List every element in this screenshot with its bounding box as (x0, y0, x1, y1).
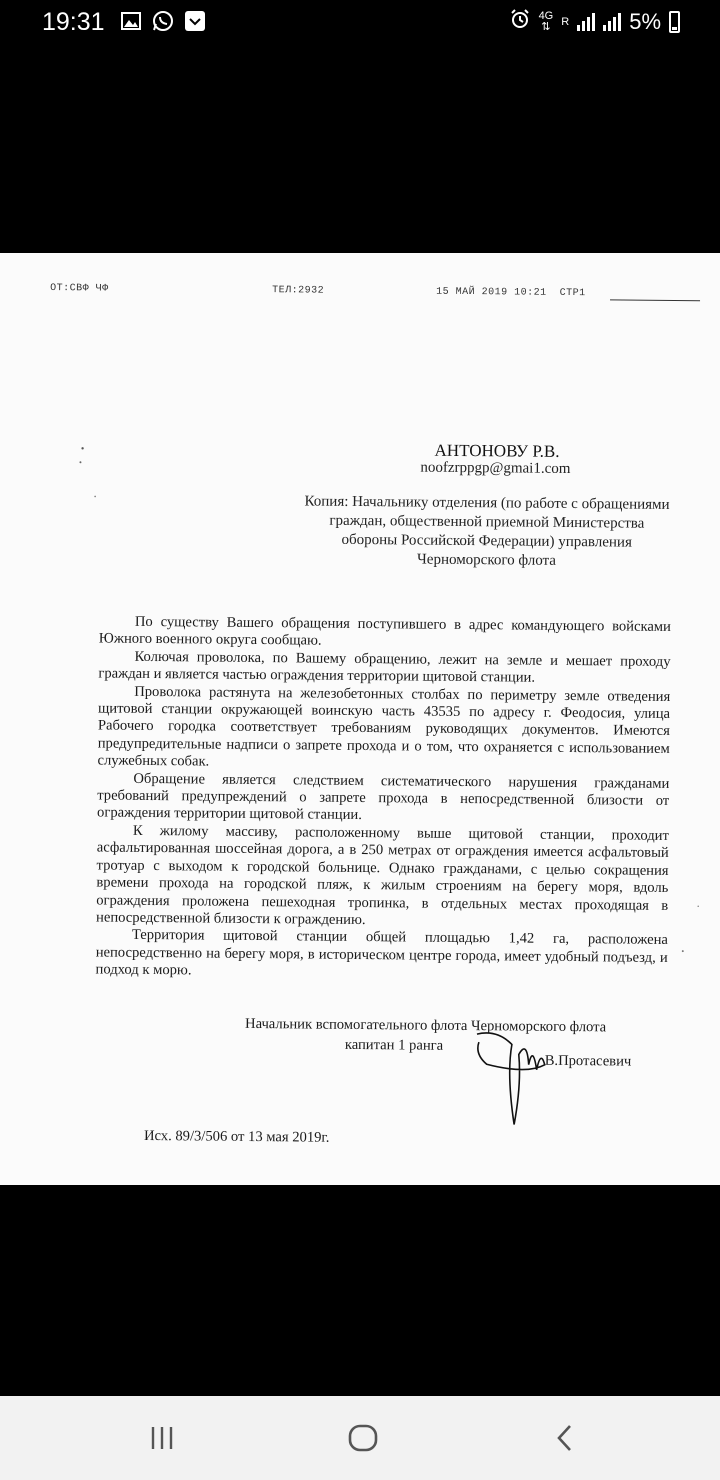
alarm-icon (509, 8, 531, 36)
recents-button[interactable] (142, 1418, 182, 1458)
paragraph: Проволока растянута на железобетонных столбах по периметру земле отведения щитовой станции окружающей воинскую часть 43535 по адресу г. Феодосия, улица Рабочего городка соответствует требованиям руководящих документов. Имеются предупредительные надписи о запрете прохода и о том, что охраняется с использованием служебных собак. (97, 683, 671, 770)
recents-icon (147, 1424, 177, 1452)
home-icon (347, 1422, 379, 1454)
status-time: 19:31 (42, 8, 105, 36)
paragraph: Колючая проволока, по Вашему обращению, лежит на земле и мешает проходу граждан и является частью ограждения территории щитовой станции. (98, 648, 671, 686)
notification-icons (120, 10, 206, 32)
whatsapp-icon (152, 10, 174, 32)
fax-from: ОТ:СВФ ЧФ (50, 283, 109, 295)
scan-specks (0, 253, 720, 1185)
paragraph: По существу Вашего обращения поступившего в адрес командующего войсками Южного военного округа сообщаю. (98, 613, 671, 650)
battery-icon (669, 11, 680, 33)
back-button[interactable] (545, 1418, 585, 1458)
signal-icon (577, 13, 595, 31)
gallery-icon (120, 10, 142, 32)
paragraph: К жилому массиву, расположенному выше щитовой станции, проходит асфальтированная шоссейная дорога, а в 250 метрах от ограждения имеется асфальтовый тротуар с выходом к городской больнице. Однако гражданами, с целью сокращения времени прохода на городской пляж, к жилым строениям на берегу моря, вдоль ограждения проложена пешеходная тропинка, в отдельных местах проходящая в непосредственной близости к ограждению. (96, 822, 669, 928)
paragraph: Обращение является следствием систематического нарушения гражданами требований предупреждений о запрете прохода в непосредственной близости от ограждения территории щитовой станции. (97, 770, 670, 824)
battery-percent: 5% (629, 9, 661, 34)
status-bar (0, 0, 720, 46)
signal-icon-2 (603, 13, 621, 31)
roaming-indicator: R (561, 15, 570, 28)
copy-to: Копия: Начальнику отделения (по работе с обращениями граждан, общественной приемной Министерства обороны Российской Федерации) управления Черноморского флота (304, 493, 670, 569)
home-button[interactable] (343, 1418, 383, 1458)
signatory-title: Начальник вспомогательного флота Черноморского флота (244, 1015, 607, 1036)
navigation-bar (0, 1396, 720, 1480)
fax-datetime-page: 15 МАЙ 2019 10:21 СТР1 (436, 286, 586, 300)
fax-phone: ТЕЛ:2932 (272, 285, 325, 297)
outgoing-number: Исх. 89/3/506 от 13 мая 2019г. (143, 1127, 330, 1146)
signatory-rank: капитан 1 ранга (344, 1036, 444, 1054)
document-image[interactable] (0, 253, 720, 1185)
network-indicator: 4G ⇅ (538, 10, 554, 33)
addressee: АНТОНОВУ Р.В. (434, 440, 560, 461)
addressee-email: noofzrppgp@gmai1.com (420, 459, 571, 478)
download-icon (184, 10, 206, 32)
signatory-name: В.Протасевич (544, 1052, 632, 1070)
status-right (509, 8, 680, 36)
back-icon (553, 1423, 577, 1453)
paragraph: Территория щитовой станции общей площадью 1,42 га, расположена непосредственно на берегу моря, в историческом центре города, имеет удобный подъезд, и подход к морю. (95, 927, 668, 979)
